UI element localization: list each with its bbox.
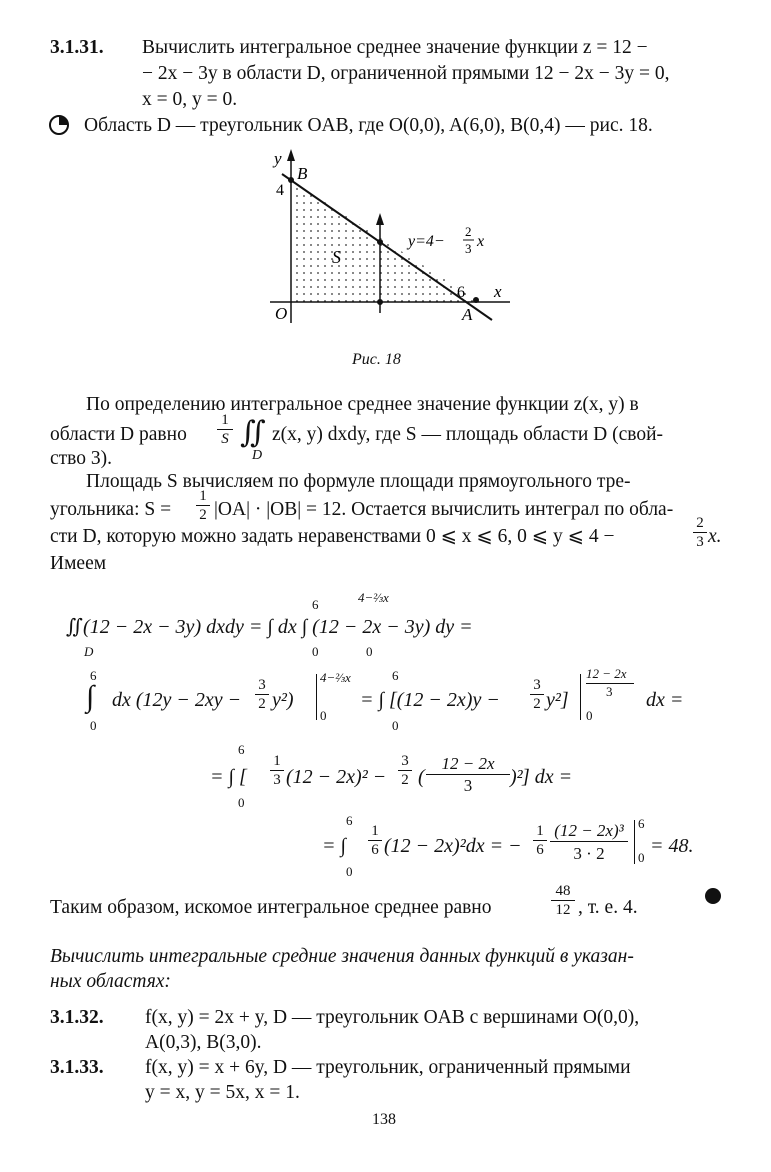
solution-intro: Область D — треугольник OAB, где O(0,0), A(6,0), B(0,4) — рис. 18. <box>84 115 653 136</box>
paragraph-line: |OA| · |OB| = 12. Остается вычислить интеграл по обла- <box>214 499 674 520</box>
paragraph-line: угольника: S = <box>50 499 172 520</box>
point-on-line <box>377 239 383 245</box>
problem-number: 3.1.32. <box>50 1007 104 1028</box>
y-axis-arrow <box>287 149 295 161</box>
problem-text-line: y = x, y = 5x, x = 1. <box>145 1082 300 1103</box>
problem-text-line: A(0,3), B(3,0). <box>145 1032 262 1053</box>
paragraph-line: сти D, которую можно задать неравенствами 0 ⩽ x ⩽ 6, 0 ⩽ y ⩽ 4 − <box>50 526 615 547</box>
problem-text-line: f(x, y) = x + 6y, D — треугольник, ограниченный прямыми <box>145 1057 631 1078</box>
figure-caption: Рис. 18 <box>352 351 401 368</box>
arrow-head <box>376 213 384 225</box>
point-B <box>288 177 294 183</box>
double-integral-sign: ∬ <box>240 416 266 449</box>
equation-line-4a: = ∫ <box>322 835 346 857</box>
problem-text-line: Вычислить интегральное среднее значение функции z = 12 − <box>142 37 648 58</box>
solution-end-icon <box>705 888 721 904</box>
y-axis-label: y <box>274 149 282 168</box>
label-A: A <box>462 305 473 324</box>
point-on-x-axis <box>377 299 383 305</box>
paragraph-line: области D равно <box>50 424 187 445</box>
paragraph-line: Площадь S вычисляем по формуле площади прямоугольного тре- <box>86 471 631 492</box>
paragraph-line: По определению интегральное среднее значение функции z(x, y) в <box>86 394 639 415</box>
equation-line-2a: dx (12y − 2xy − <box>112 689 242 711</box>
point-A <box>473 297 479 303</box>
triangle-region <box>291 180 480 302</box>
problem-text-line: x = 0, y = 0. <box>142 89 238 110</box>
equation-line-3a: = ∫ [ <box>210 766 247 788</box>
label-S: S <box>332 247 341 267</box>
label-O: O <box>275 304 288 323</box>
frac-den: 3 <box>465 241 472 256</box>
conclusion-text: Таким образом, искомое интегральное среднее равно <box>50 897 492 918</box>
solution-start-icon <box>48 114 74 136</box>
x-axis-label: x <box>494 282 502 301</box>
paragraph-line: z(x, y) dxdy, где S — площадь области D (свой- <box>272 424 664 445</box>
problem-number: 3.1.33. <box>50 1057 104 1078</box>
equation-line-1: ∬(12 − 2x − 3y) dxdy = ∫ dx ∫ (12 − 2x − 3y) dy = <box>66 616 473 638</box>
line-equation-label: y=4− <box>408 233 445 250</box>
paragraph-line: Имеем <box>50 553 107 574</box>
label-6: 6 <box>457 284 465 301</box>
equation-line-2c: = ∫ [(12 − 2x)y − <box>360 689 500 711</box>
label-4: 4 <box>276 182 284 199</box>
problem-text-line: f(x, y) = 2x + y, D — треугольник OAB с вершинами O(0,0), <box>145 1007 640 1028</box>
figure-18 <box>260 145 520 330</box>
exercise-header: ных областях: <box>50 971 171 992</box>
problem-number: 3.1.31. <box>50 37 104 58</box>
problem-text-line: − 2x − 3y в области D, ограниченной прямыми 12 − 2x − 3y = 0, <box>142 63 670 84</box>
paragraph-line: ство 3). <box>50 448 112 469</box>
frac-num: 2 <box>465 224 472 239</box>
exercise-header: Вычислить интегральные средние значения данных функций в указан- <box>50 946 634 967</box>
frac-var: x <box>477 233 485 250</box>
page-number: 138 <box>372 1111 396 1128</box>
label-B: B <box>297 164 308 183</box>
